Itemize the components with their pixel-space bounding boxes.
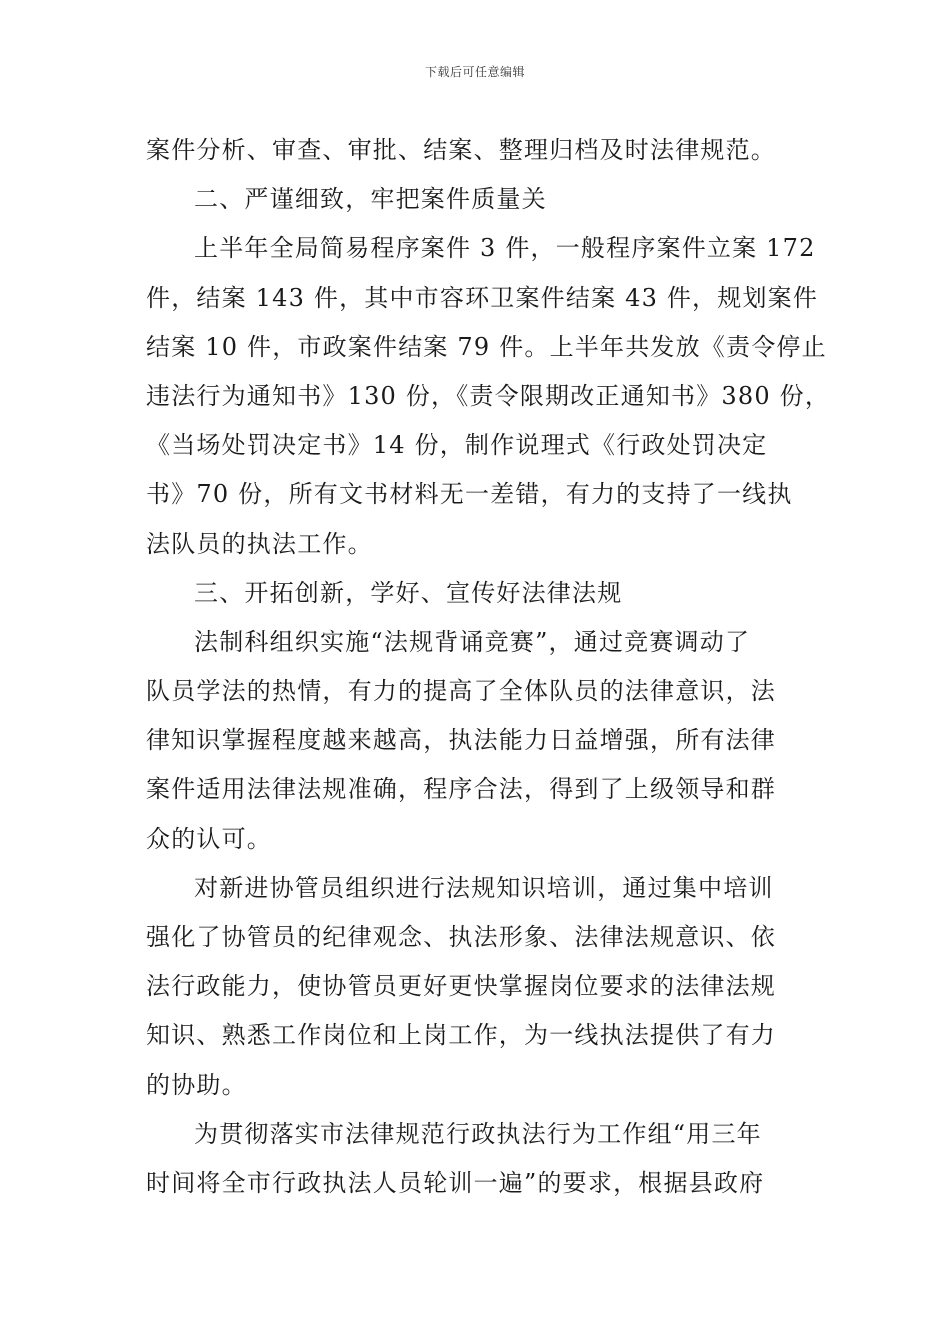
section-heading: 三、开拓创新，学好、宣传好法律法规 bbox=[194, 578, 623, 607]
text-line: 对新进协管员组织进行法规知识培训，通过集中培训 bbox=[194, 873, 774, 902]
text-line: 《当场处罚决定书》14 份，制作说理式《行政处罚决定 bbox=[146, 431, 768, 460]
text-line: 案件适用法律法规准确，程序合法，得到了上级领导和群 bbox=[146, 775, 776, 804]
text-line: 结案 10 件，市政案件结案 79 件。上半年共发放《责令停止 bbox=[146, 332, 827, 361]
text-line: 法制科组织实施“法规背诵竞赛”，通过竞赛调动了 bbox=[194, 627, 751, 656]
section-heading: 二、严谨细致，牢把案件质量关 bbox=[194, 185, 547, 214]
text-line: 律知识掌握程度越来越高，执法能力日益增强，所有法律 bbox=[146, 726, 776, 755]
text-line: 法队员的执法工作。 bbox=[146, 529, 373, 558]
text-line: 违法行为通知书》130 份，《责令限期改正通知书》380 份， bbox=[146, 381, 831, 410]
text-line: 的协助。 bbox=[146, 1070, 247, 1099]
text-line: 上半年全局简易程序案件 3 件，一般程序案件立案 172 bbox=[194, 234, 816, 263]
text-line: 法行政能力，使协管员更好更快掌握岗位要求的法律法规 bbox=[146, 972, 776, 1001]
text-line: 众的认可。 bbox=[146, 824, 272, 853]
text-line: 书》70 份，所有文书材料无一差错，有力的支持了一线执 bbox=[146, 480, 793, 509]
text-line: 案件分析、审查、审批、结案、整理归档及时法律规范。 bbox=[146, 136, 776, 164]
text-line: 队员学法的热情，有力的提高了全体队员的法律意识，法 bbox=[146, 677, 776, 706]
document-body bbox=[146, 126, 831, 1208]
text-line: 强化了协管员的纪律观念、执法形象、法律法规意识、依 bbox=[146, 923, 776, 951]
text-line: 时间将全市行政执法人员轮训一遍”的要求，根据县政府 bbox=[146, 1168, 765, 1197]
text-line: 为贯彻落实市法律规范行政执法行为工作组“用三年 bbox=[194, 1119, 762, 1148]
page-header-note: 下载后可任意编辑 bbox=[424, 65, 525, 79]
text-line: 件，结案 143 件，其中市容环卫案件结案 43 件，规划案件 bbox=[146, 283, 819, 312]
text-line: 知识、熟悉工作岗位和上岗工作，为一线执法提供了有力 bbox=[146, 1021, 776, 1050]
